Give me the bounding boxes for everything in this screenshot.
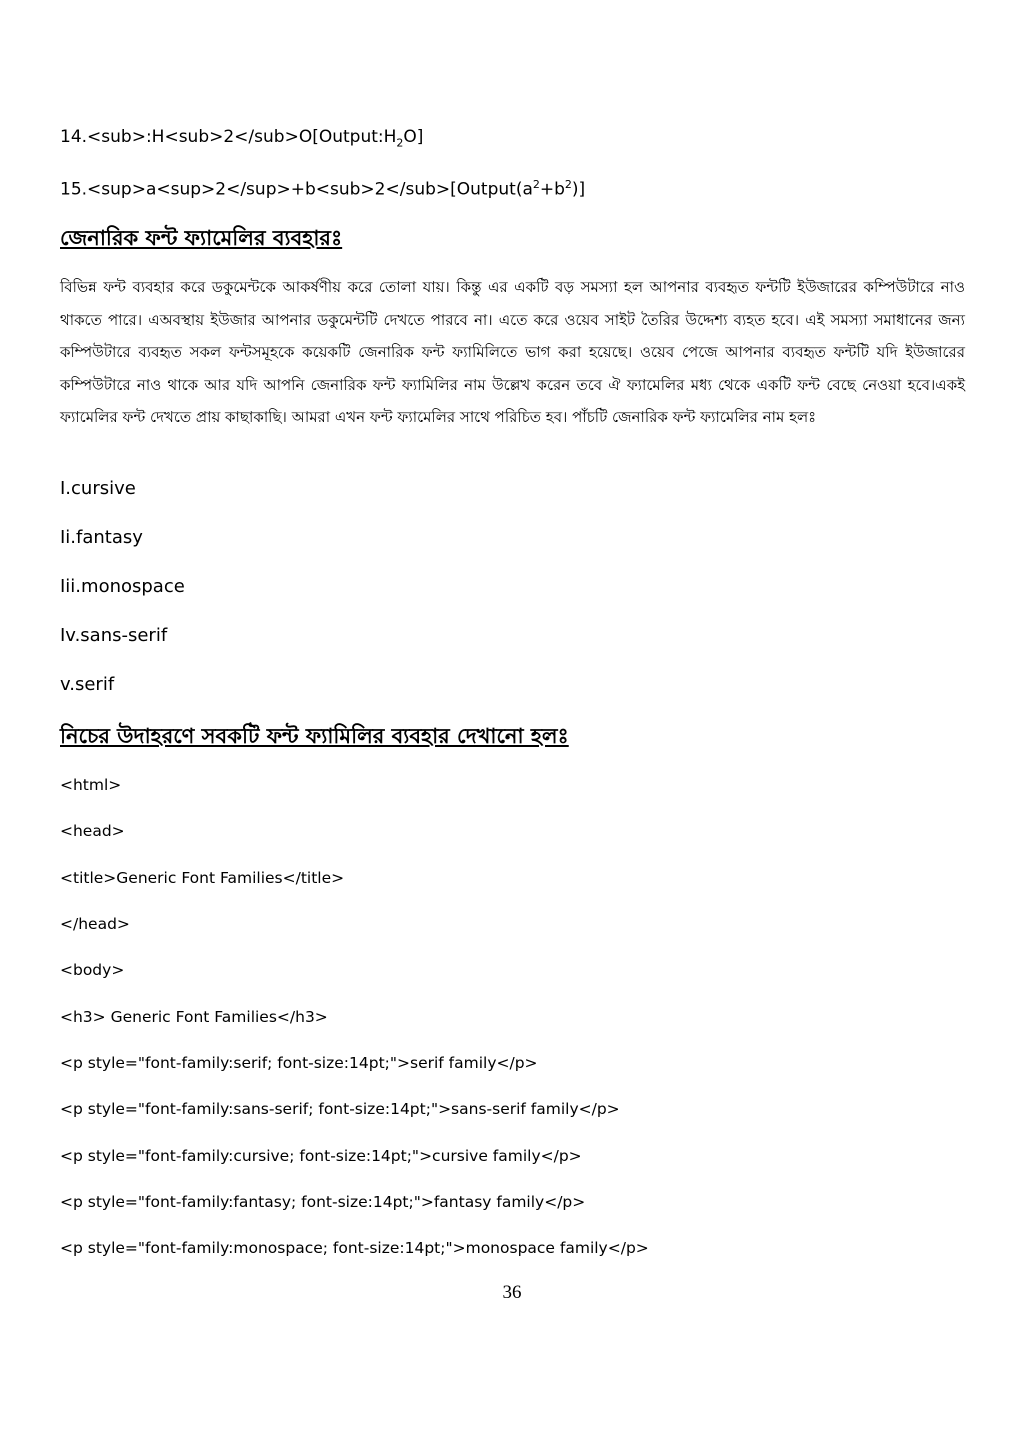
section-heading-example: নিচের উদাহরণে সবকটি ফন্ট ফ্যামিলির ব্যবহার দেখানো হলঃ — [60, 724, 569, 748]
family-item-monospace: Iii.monospace — [60, 576, 185, 597]
line15-prefix: 15.<sup>a<sup>2</sup>+b<sub>2</sub>[Output(a — [60, 179, 533, 200]
family-item-fantasy: Ii.fantasy — [60, 527, 143, 548]
section-heading-generic-fonts: জেনারিক ফন্ট ফ্যামেলির ব্যবহারঃ — [60, 226, 343, 250]
code-line: </head> — [60, 915, 130, 933]
line14-suffix: O] — [403, 127, 424, 147]
family-item-serif: v.serif — [60, 674, 115, 695]
body-paragraph: বিভিন্ন ফন্ট ব্যবহার করে ডকুমেন্টকে আকর্ষণীয় করে তোলা যায়। কিন্তু এর একটি বড় সমস্যা হল আপনার ব্যবহৃত ফন্টটি ইউজারের কম্পিউটারে নাও থাকতে পারে। এঅবস্থায় ইউজার আপনার ডকুমেন্টটি দেখতে পারবে না। এতে করে ওয়েব সাইট তৈরির উদ্দেশ্য ব্যহত হবে। এই সমস্যা সমাধানের জন্য কম্পিউটারে ব্যবহৃত সকল ফন্টসমূহকে কয়েকটি জেনারিক ফন্ট ফ্যামিলিতে ভাগ করা হয়েছে। ওয়েব পেজে আপনার ব্যবহৃত ফন্টটি যদি ইউজারের কম্পিউটারে নাও থাকে আর যদি আপনি জেনারিক ফন্ট ফ্যামিলির নাম উল্লেখ করেন তবে ঐ ফ্যামেলির মধ্য থেকে একটি ফন্ট বেছে নেওয়া হবে।একই ফ্যামেলির ফন্ট দেখতে প্রায় কাছাকাছি। আমরা এখন ফন্ট ফ্যামেলির সাথে পরিচিত হব। পাঁচটি জেনারিক ফন্ট ফ্যামেলির নাম হলঃ — [60, 278, 965, 426]
code-line: <html> — [60, 776, 122, 794]
code-line: <p style="font-family:serif; font-size:14pt;">serif family</p> — [60, 1054, 538, 1072]
code-line: <p style="font-family:sans-serif; font-size:14pt;">sans-serif family</p> — [60, 1100, 620, 1118]
line14-prefix: 14.<sub>:H<sub>2</sub>O[Output:H — [60, 127, 397, 147]
code-line: <p style="font-family:monospace; font-size:14pt;">monospace family</p> — [60, 1239, 649, 1257]
code-line: <p style="font-family:fantasy; font-size:14pt;">fantasy family</p> — [60, 1193, 586, 1211]
line15-suffix: )] — [571, 179, 586, 200]
page-number: 36 — [502, 1282, 522, 1303]
family-item-cursive: I.cursive — [60, 478, 136, 499]
code-line: <body> — [60, 961, 125, 979]
code-line: <head> — [60, 822, 125, 840]
line14-subscript: 2 — [396, 136, 404, 150]
family-item-sans-serif: Iv.sans-serif — [60, 625, 168, 646]
example-line-15 — [60, 174, 585, 201]
example-line-14 — [60, 126, 423, 154]
code-line: <title>Generic Font Families</title> — [60, 869, 345, 887]
line15-superscript-b: 2 — [564, 178, 572, 191]
code-line: <p style="font-family:cursive; font-size:14pt;">cursive family</p> — [60, 1147, 582, 1165]
line15-mid: +b — [539, 179, 565, 200]
code-line: <h3> Generic Font Families</h3> — [60, 1008, 328, 1026]
line15-superscript-a: 2 — [532, 178, 540, 191]
